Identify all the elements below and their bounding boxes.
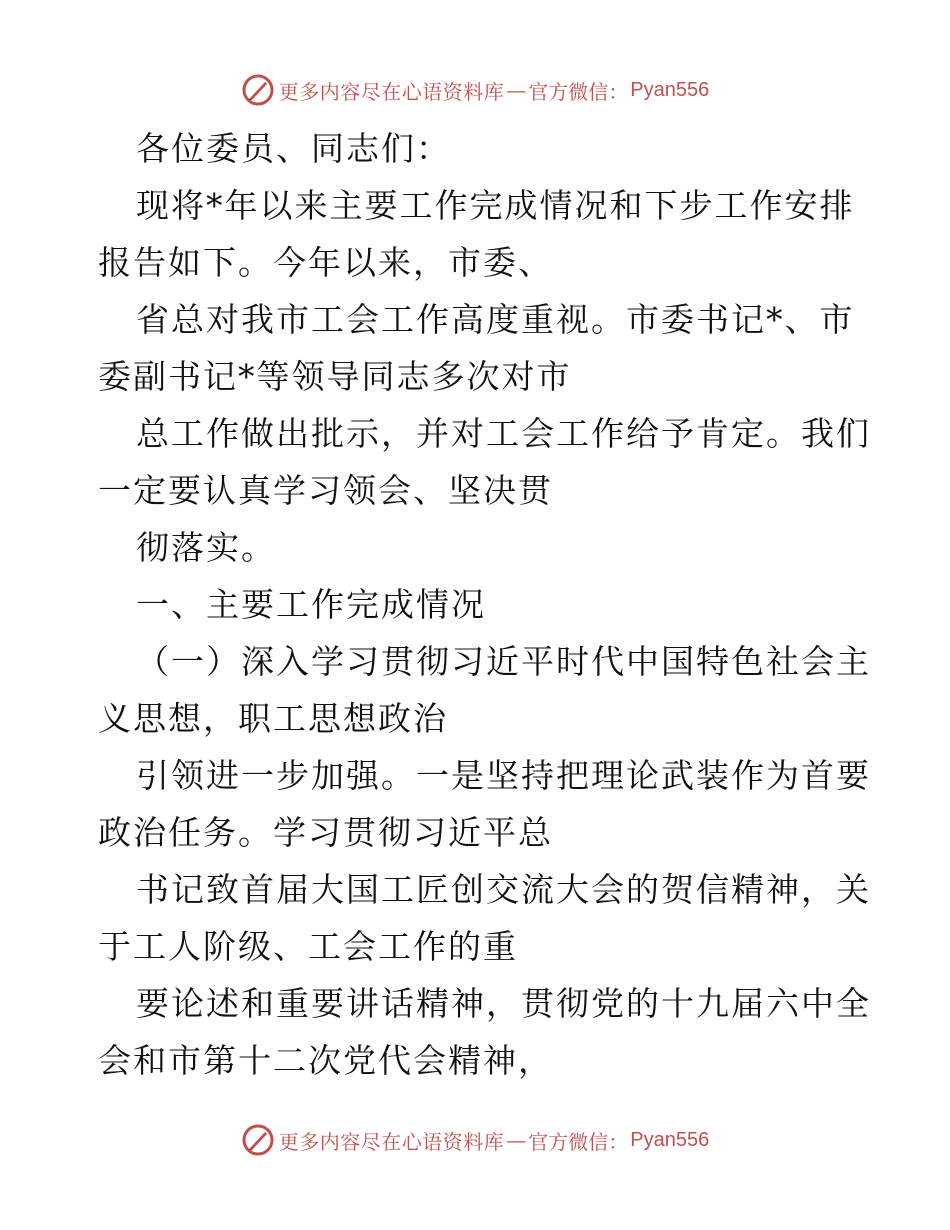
banner-brand: 更多内容尽在心语资料库 [278,79,505,104]
text-line: 于工人阶级、工会工作的重 [98,927,518,966]
quill-logo-icon [241,1123,275,1157]
text-line: 义思想，职工思想政治 [98,699,448,738]
header-banner [0,70,950,110]
banner-account: Pyan556 [630,1128,710,1151]
banner-dash: — [506,78,527,102]
text-line: 总工作做出批示，并对工会工作给予肯定。我们 [136,414,871,453]
quill-logo-icon [241,73,275,107]
text-line: 政治任务。学习贯彻习近平总 [98,813,553,852]
footer-banner [0,1120,950,1160]
text-line: 书记致首届大国工匠创交流大会的贺信精神，关 [136,870,871,909]
text-line: 要论述和重要讲话精神，贯彻党的十九届六中全 [136,984,871,1023]
text-line: （一）深入学习贯彻习近平时代中国特色社会主 [136,642,871,681]
document-body [98,120,871,1089]
banner-brand: 更多内容尽在心语资料库 [278,1129,505,1154]
text-line: 省总对我市工会工作高度重视。市委书记*、市 [136,300,855,339]
text-line: 一、主要工作完成情况 [136,585,486,624]
text-line: 彻落实。 [136,528,276,567]
text-line: 一定要认真学习领会、坚决贯 [98,471,553,510]
text-line: 会和市第十二次党代会精神， [98,1041,553,1080]
text-line: 各位委员、同志们： [136,129,451,168]
banner-dash: — [506,1128,527,1152]
banner-account: Pyan556 [630,78,710,101]
banner-wechat-label: 官方微信： [528,79,629,104]
text-line: 引领进一步加强。一是坚持把理论武装作为首要 [136,756,871,795]
text-line: 现将*年以来主要工作完成情况和下步工作安排 [136,186,855,225]
banner-wechat-label: 官方微信： [528,1129,629,1154]
text-line: 报告如下。今年以来，市委、 [98,243,553,282]
text-line: 委副书记*等领导同志多次对市 [98,357,572,396]
